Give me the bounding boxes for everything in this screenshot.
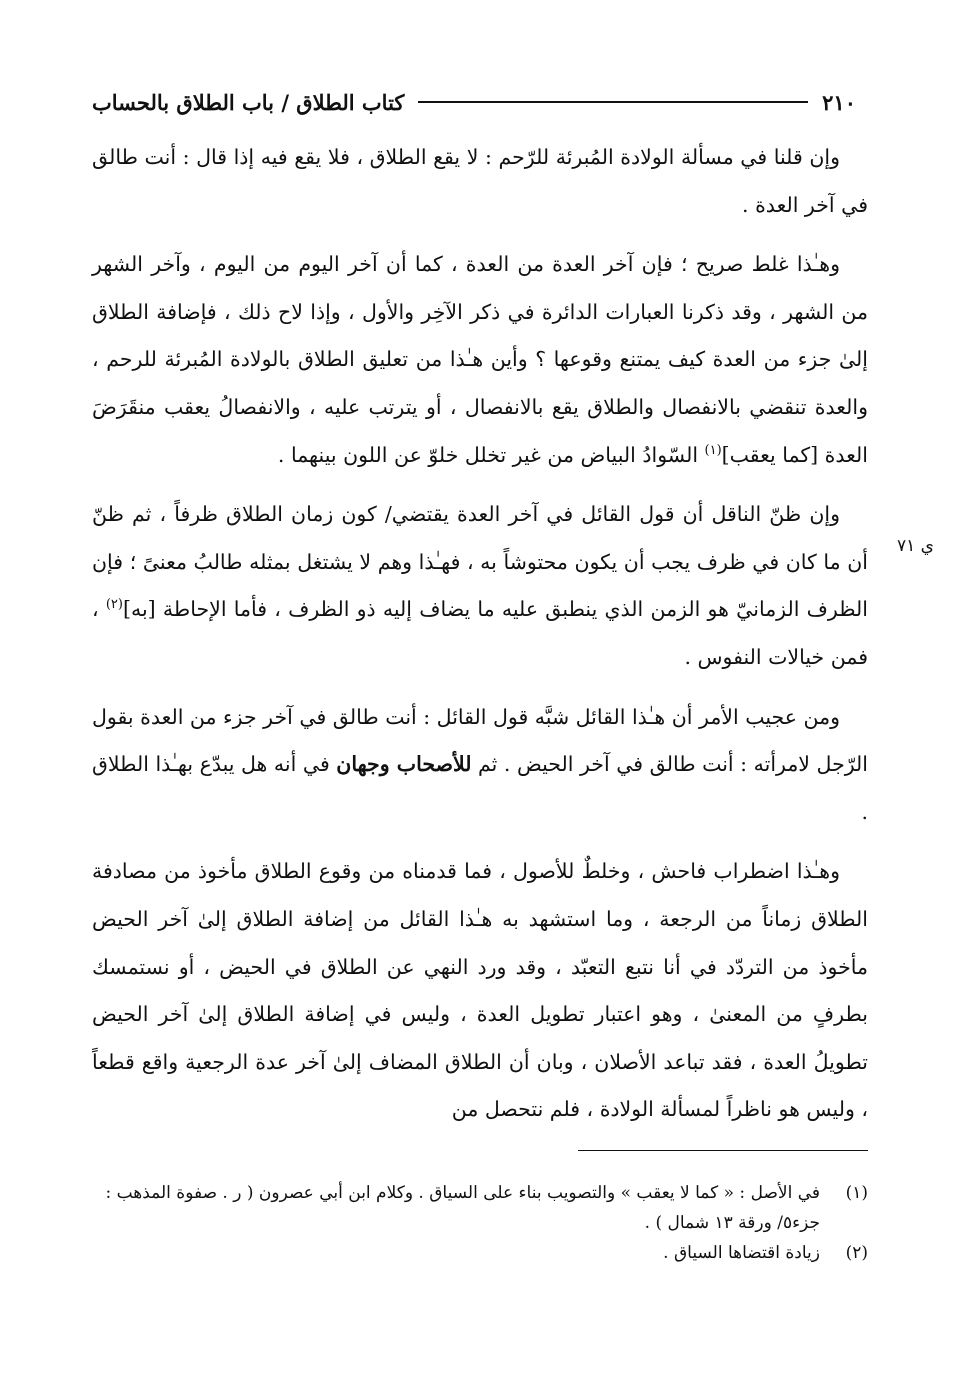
marginal-manuscript-note: ي ٧١ <box>897 536 934 556</box>
paragraph-5 <box>92 848 868 1134</box>
paragraph-text: وإن قلنا في مسألة الولادة المُبرئة للرّحم : لا يقع الطلاق ، فلا يقع فيه إذا قال : أنت طالق في آخر العدة . <box>92 145 868 217</box>
page-number: ٢١٠ <box>822 89 856 115</box>
paragraph-3 <box>92 491 868 681</box>
paragraph-text: ومن عجيب الأمر أن هـٰذا القائل شبَّه قول القائل : أنت طالق في آخر جزء من العدة بقول الرّجل لامرأته : أنت طالق في آخر الحيض . ثم <box>92 704 868 777</box>
page-header <box>92 84 856 120</box>
running-title: كتاب الطلاق / باب الطلاق بالحساب <box>92 89 405 115</box>
footnote-1 <box>92 1178 868 1238</box>
paragraph-1 <box>92 134 868 229</box>
paragraph-4 <box>92 694 868 837</box>
header-rule <box>418 101 808 103</box>
footnote-text: زيادة اقتضاها السياق . <box>663 1243 820 1263</box>
paragraph-text: وإن ظنّ الناقل أن قول القائل في آخر العدة يقتضي/ كون زمان الطلاق ظرفاً ، ثم ظنّ أن ما كان في ظرف يجب أن يكون محتوشاً به ، فهـٰذا وهم لا يشتغل بمثله طالبُ معنىً ؛ فإن الظرف الزمانيّ هو الزمن الذي ينطبق عليه ما يضاف إليه ذو الظرف ، فأما الإحاطة [به] <box>92 502 868 622</box>
main-text <box>92 134 868 1146</box>
footnote-2 <box>92 1238 868 1268</box>
footnote-separator <box>578 1150 868 1151</box>
bold-phrase: للأصحاب وجهان <box>336 752 472 777</box>
footnote-ref-2[interactable]: (٢) <box>105 597 123 613</box>
footnote-number: (١) <box>845 1183 868 1203</box>
paragraph-text: السّوادُ البياض من غير تخلل خلوّ عن اللون بينهما . <box>277 442 705 467</box>
footnotes <box>92 1178 868 1268</box>
paragraph-text: في أنه هل يبدّع بهـٰذا الطلاق . <box>92 752 868 824</box>
footnote-ref-1[interactable]: (١) <box>704 442 722 458</box>
paragraph-text: وهـٰذا اضطراب فاحش ، وخلطٌ للأصول ، فما قدمناه من وقوع الطلاق مأخوذ من مصادفة الطلاق زماناً من الرجعة ، وما استشهد به هـٰذا القائل من إضافة الطلاق إلىٰ آخر الحيض مأخوذ من التردّد في أنا نتبع التعبّد ، وقد ورد النهي عن الطلاق في الحيض ، أو نستمسك بطرفٍ من المعنىٰ ، وهو اعتبار تطويل العدة ، وليس في إضافة الطلاق إلىٰ آخر الحيض تطويلُ العدة ، فقد تباعد الأصلان ، وبان أن الطلاق المضاف إلىٰ آخر عدة الرجعية واقع قطعاً ، وليس هو ناظراً لمسألة الولادة ، فلم نتحصل من <box>92 859 868 1122</box>
paragraph-2 <box>92 241 868 479</box>
footnote-number: (٢) <box>845 1243 868 1263</box>
paragraph-text: وهـٰذا غلط صريح ؛ فإن آخر العدة من العدة ، كما أن آخر اليوم من اليوم ، وآخر الشهر من الشهر ، وقد ذكرنا العبارات الدائرة في ذكر الآخِر والأول ، وإذا لاح ذلك ، فإضافة الطلاق إلىٰ جزء من العدة كيف يمتنع وقوعها ؟ وأين هـٰذا من تعليق الطلاق بالولادة المُبرئة للرحم ، والعدة تنقضي بالانفصال والطلاق يقع بالانفصال ، أو يترتب عليه ، والانفصالُ يعقب منقَرَضَ العدة [كما يعقب] <box>92 252 868 467</box>
paragraph-text: ، فمن خيالات النفوس . <box>92 597 868 669</box>
footnote-text: في الأصل : « كما لا يعقب » والتصويب بناء على السياق . وكلام ابن أبي عصرون ( ر . صفوة المذهب : جزء٥/ ورقة ١٣ شمال ) . <box>105 1183 820 1233</box>
